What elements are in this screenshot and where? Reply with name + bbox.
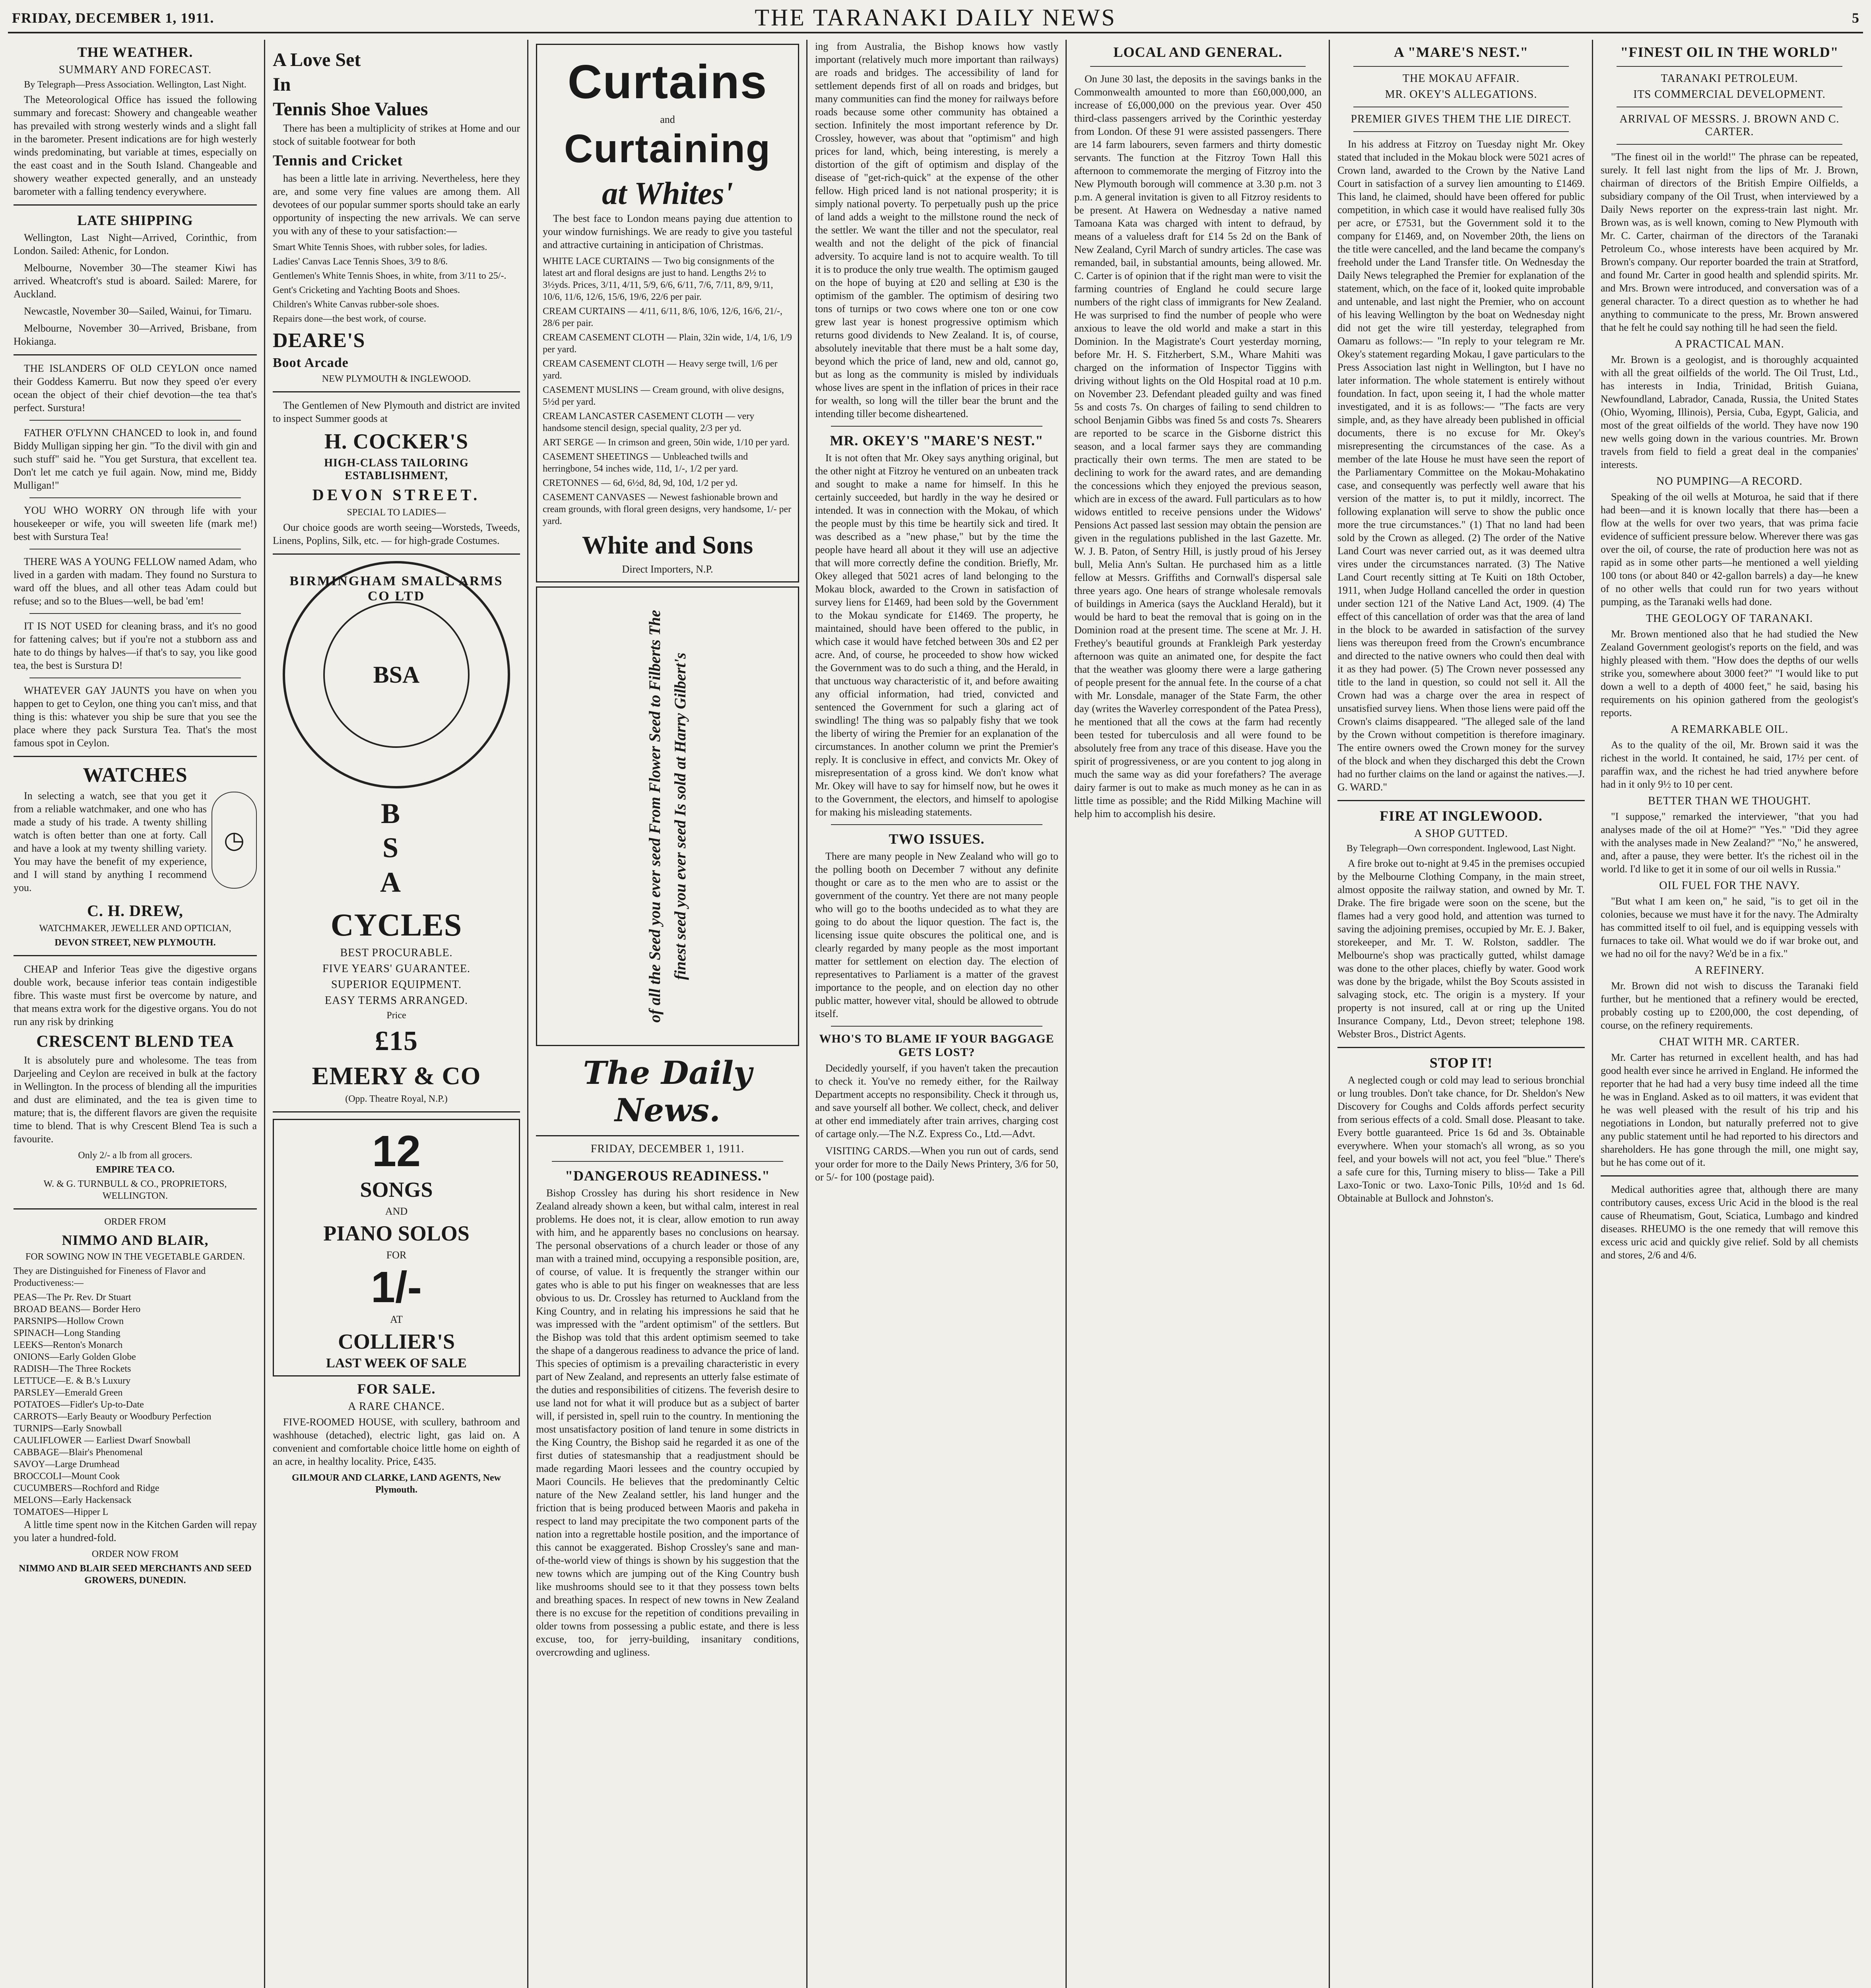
- divider: [1337, 1047, 1585, 1048]
- list-item: PARSLEY—Emerald Green: [14, 1388, 123, 1398]
- repairs-note: Repairs done—the best work, of course.: [273, 314, 426, 324]
- section-heading: A REFINERY.: [1694, 964, 1764, 977]
- divider: [1353, 66, 1569, 67]
- stop-it-heading: STOP IT!: [1429, 1055, 1493, 1071]
- list-item: TURNIPS—Early Snowball: [14, 1423, 122, 1434]
- bsa-line: FIVE YEARS' GUARANTEE.: [322, 963, 471, 975]
- column-7: [1595, 40, 1864, 1988]
- seeds-sowing: FOR SOWING NOW IN THE VEGETABLE GARDEN.: [25, 1252, 245, 1262]
- oil-sub: ITS COMMERCIAL DEVELOPMENT.: [1633, 88, 1826, 101]
- editorial-masthead: The Daily News.: [583, 1054, 752, 1129]
- list-item: Children's White Canvas rubber-sole shoes.: [273, 299, 439, 310]
- bsa-letter: S: [382, 832, 411, 864]
- shipping-item: Wellington, Last Night—Arrived, Corinthic, from London. Sailed: Athenic, for London.: [14, 232, 257, 256]
- divider: [1090, 66, 1306, 67]
- seeds-list: [14, 1291, 257, 1518]
- section-body: Mr. Brown is a geologist, and is thoroughly acquainted with all the great oilfields of the world. The Oil Trust, Ltd., has interests in India, Trinidad, British Guiana, Newfoundland, Labrador, Canada, Russia, the United States (Ohio, Wyoming, Illinois), Persia, Cuba, Egypt, Galicia, and most of the great oilfields of the world. They have now 190 new wells going down in the various countries. Mr. Brown travels from field to field a great deal in the companies' interests.: [1601, 354, 1858, 470]
- baggage-heading: WHO'S TO BLAME IF YOUR BAGGAGE GETS LOST?: [819, 1032, 1054, 1059]
- mares-nest-sub: MR. OKEY'S ALLEGATIONS.: [1385, 88, 1537, 101]
- two-issues-heading: TWO ISSUES.: [889, 831, 985, 847]
- bsa-line: EASY TERMS ARRANGED.: [325, 994, 468, 1007]
- tea-ad: IT IS NOT USED for cleaning brass, and it's no good for fattening calves; but if you're not a stubborn ass and hate to do things by halves—if that's to say, you like good tea, the best is Surstura D!: [14, 620, 257, 671]
- bsa-line: BEST PROCURABLE.: [340, 947, 453, 959]
- tea-ad: WHATEVER GAY JAUNTS you have on when you happen to get to Ceylon, one thing you can't miss, and that thing is this: whatever you ship be sure that you see the place where they pack Surstura Tea. That's the most famous spot in Ceylon.: [14, 685, 257, 749]
- cocker-body: Our choice goods are worth seeing—Worsteds, Tweeds, Linens, Poplins, Silk, etc. — for high-grade Costumes.: [273, 522, 520, 546]
- divider: [1353, 131, 1569, 132]
- seeds-address: NIMMO AND BLAIR SEED MERCHANTS AND SEED GROWERS, DUNEDIN.: [19, 1563, 252, 1586]
- cocker-name: H. COCKER'S: [324, 429, 469, 453]
- section-body: As to the quality of the oil, Mr. Brown said it was the richest in the world. It contained, he said, 17½ per cent. of paraffin wax, and the richest he had tried anywhere before had in it only 9½ to 10 per cent.: [1601, 739, 1858, 790]
- section-heading: CHAT WITH MR. CARTER.: [1659, 1036, 1800, 1048]
- tea-ad: THE ISLANDERS OF OLD CEYLON once named their Goddess Kamerru. But now they speed o'er every ocean the object of their chief devotion—the tea that's perfect. Surstura!: [14, 363, 257, 414]
- newspaper-title: THE TARANAKI DAILY NEWS: [755, 4, 1116, 31]
- section-body: "I suppose," remarked the interviewer, "that you had analyses made of the oil at Home?" "Yes." "Did they agree with the analyses made in New Zealand?" "No," he answered, and, after a pause, they were better. It's the richest oil in the world. I'd like to get it in some of our oil wells in Russia.": [1601, 811, 1858, 875]
- weather-body: The Meteorological Office has issued the following summary and forecast: Showery and changeable weather has prevailed with strong westerly winds and a slight fall in the barometer. Present indications are for high westerly winds predominating, but variable at times, especially on the east coast and in the South Island. Changeable and showery weather expected generally, and an unsteady barometer with a falling tendency everywhere.: [14, 94, 257, 197]
- curtain-item: ART SERGE — In crimson and green, 50in wide, 1/10 per yard.: [543, 437, 790, 448]
- divider: [1601, 1175, 1858, 1176]
- watches-heading: WATCHES: [83, 764, 188, 786]
- column-3: [530, 40, 805, 1988]
- divider: [1617, 66, 1842, 67]
- songs-number: 12: [372, 1127, 421, 1176]
- for-sale-agents: GILMOUR AND CLARKE, LAND AGENTS, New Plymouth.: [291, 1473, 501, 1495]
- emery-firm: EMERY & CO: [312, 1062, 481, 1090]
- whites-firm-sub: Direct Importers, N.P.: [622, 563, 713, 575]
- curtains-body: The best face to London means paying due attention to your window furnishings. We are ready to give you tasteful and attractive curtaining in anticipation of Christmas.: [543, 213, 792, 250]
- oil-sub: ARRIVAL OF MESSRS. J. BROWN AND C. CARTER.: [1619, 113, 1840, 138]
- love-set-body: There has been a multiplicity of strikes at Home and our stock of suitable footwear for both: [273, 122, 520, 147]
- oil-body: "The finest oil in the world!" The phrase can be repeated, surely. It fell last night from the lips of Mr. J. Brown, chairman of directors of the British Empire Oilfields, a subsidiary company of the Oil Trust, when interviewed by a Daily News reporter on the express-train last night. Mr. Brown was, as is well known, coming to New Plymouth with Mr. C. Carter, chairman of the directors of the Taranaki Petroleum Co., whose interests have been acquired by Mr. Brown's company. Our reporter boarded the train at Stratford, and found Mr. Carter in good health and splendid spirits. Mr. and Mrs. Brown were introduced, and conversation was of a general character. To a direct question as to whether he had anything to communicate to the press, Mr. Brown answered that he felt he could say nothing till he had seen the field.: [1601, 151, 1858, 333]
- for-sale-sub: A RARE CHANCE.: [348, 1400, 445, 1413]
- divider: [552, 1161, 783, 1162]
- list-item: POTATOES—Fidler's Up-to-Date: [14, 1400, 144, 1410]
- bsa-letter: B: [380, 798, 412, 829]
- list-item: CARROTS—Early Beauty or Woodbury Perfection: [14, 1411, 212, 1422]
- section-heading: THE GEOLOGY OF TARANAKI.: [1646, 612, 1813, 625]
- divider: [831, 426, 1042, 427]
- collier-sale: LAST WEEK OF SALE: [326, 1356, 467, 1371]
- curtains-title: Curtains: [567, 55, 768, 109]
- deares-subtitle: Boot Arcade: [273, 355, 349, 370]
- section-heading: A PRACTICAL MAN.: [1675, 338, 1784, 350]
- divider: [14, 204, 257, 206]
- issue-date: FRIDAY, DECEMBER 1, 1911.: [12, 10, 214, 26]
- whites-firm: White and Sons: [582, 531, 753, 559]
- shipping-item: Melbourne, November 30—The steamer Kiwi has arrived. Wheatcroft's stud is aboard. Sailed: Marere, for Auckland.: [14, 262, 257, 300]
- section-body: Mr. Carter has returned in excellent health, and has had good health ever since he arrived in England. He informed the reporter that he had had a very busy time indeed all the time he was in England. Asked as to oil matters, it was evident that he was well pleased with the result of his trip and his negotiations in London, but naturally preferred not to give any public statement until he had reported to his directors and shareholders. He has gone through the mill, one might say, but he has come out of it.: [1601, 1052, 1858, 1168]
- column-5: [1069, 40, 1327, 1988]
- divider: [14, 756, 257, 757]
- list-item: Gentlemen's White Tennis Shoes, in white, from 3/11 to 25/-.: [273, 271, 507, 281]
- divider: [14, 955, 257, 956]
- fire-heading: FIRE AT INGLEWOOD.: [1380, 808, 1543, 824]
- tea-ad: FATHER O'FLYNN CHANCED to look in, and found Biddy Mulligan sipping her gin. "To the divil with gin and such stuff" said he. "You get Surstura, that excellent tea. Don't let me catch ye fuil again. Now, mind me, Biddy Mulligan!": [14, 427, 257, 491]
- divider: [831, 824, 1042, 825]
- cocker-intro: The Gentlemen of New Plymouth and district are invited to inspect Summer goods at: [273, 400, 520, 424]
- editorial-heading: "DANGEROUS READINESS.": [565, 1168, 771, 1184]
- divider: [273, 391, 520, 392]
- tennis-body: has been a little late in arriving. Nevertheless, here they are, and some very fine values are among them. All devotees of our popular summer sports should take an early opportunity of inspecting the new arrivals. We can serve you with any of these to your satisfaction:—: [273, 173, 520, 237]
- tea-owners: W. & G. TURNBULL & CO., PROPRIETORS, WELLINGTON.: [43, 1179, 227, 1201]
- divider: [1617, 144, 1842, 145]
- weather-heading: THE WEATHER.: [77, 44, 193, 60]
- section-body: Speaking of the oil wells at Moturoa, he said that if there had been—and it is known locally that there has—been a flow at the wells for over two years, that was prima facie evidence of sufficient pressure below. Wherever there was gas over the oil, of course, the rate of production here was not as rapid as in some other parts—he mentioned a well yielding 100 tons (or about 840 or 42-gallon barrels) a day—he knew of no other wells that could run for two years without pumping, as the Taranaki wells had done.: [1601, 491, 1858, 608]
- for-sale-heading: FOR SALE.: [357, 1381, 436, 1397]
- weather-subheading: SUMMARY AND FORECAST.: [58, 64, 212, 76]
- cocker-subtitle: HIGH-CLASS TAILORING ESTABLISHMENT,: [324, 457, 469, 482]
- two-issues-body: There are many people in New Zealand who will go to the polling booth on December 7 without any definite thought or care as to the men who are to assist or the government of the country. Yet there are not many people who will go to the booths undecided as to what they are going to do about the liquor question. The fact is, the licensing issue quite obscures the political one, and is clearly regarded by many people as the most important matter for settlement on election day. The election of representatives to Parliament is a matter of the gravest importance to the people, and on election day no other public matter, however vital, should be allowed to obtrude itself.: [815, 850, 1058, 1019]
- local-general-body: On June 30 last, the deposits in the savings banks in the Commonwealth amounted to more than £60,000,000, an increase of £6,000,000 on the previous year. Over 450 third-class passengers arrived by the Corinthic yesterday from London. Of these 91 were assisted passengers. There are 14 farm labourers, seven farmers and thirty domestic servants. The function at the Fitzroy Town Hall this afternoon to commemorate the merging of Fitzroy into the New Plymouth borough will commence at 3.30 p.m. not 3 p.m. A general invitation is given to all Fitzroy residents to be present. At Hawera on Wednesday a native named Tamoana Kata was charged with intent to defraud, by means of a valueless draft for £14 5s 2d on the Bank of New Zealand, Cyril March of sundry articles. The case was remanded, bail, in substantial amounts, being allowed. Mr. C. Carter is of opinion that if the right man were to visit the farming countries of England he could secure large numbers of the right class of immigrants for New Zealand. He was surprised to find the number of people who were anxious to leave the old world and make a start in this Dominion. In the Magistrate's Court yesterday morning, before Mr. H. S. Fitzherbert, S.M., Whare Mahiti was charged on the information of Inspector Tiggins with driving without lights on the Old Hospital road at 10 p.m. on November 23. Defendant pleaded guilty and was fined 5s and costs 7s. On charges of failing to send children to school Benjamin Gibbs was fined 5s and costs 7s. Shearers are reported to be scarce in the Gisborne district this season, and a local farmer says they are commanding practically their own terms. The men are stated to be declining to work for the award rates, and are demanding the concessions which they enjoyed the previous season, which are in excess of the award. Full particulars as to how widows entitled to receive pensions under the Widows' Pensions Act passed last session may obtain the pension are given in the regulations published in the last Gazette. Mr. W. J. B. Paton, of Sentry Hill, is justly proud of his Jersey bull, Melia Ann's Sultan. He purchased him as a little fellow at Messrs. Griffiths and Cornwall's dispersal sale three years ago. One hears of strange wholesale removals of buildings in America (says the Auckland Herald), but it would be hard to beat the removal that is going on in the Dominion road at the present time. The scene at Mr. J. H. Frethey's beautiful grounds at Frankleigh Park yesterday afternoon was quite an animated one, for despite the fact that the weather was gloomy there were a large gathering of people present for the annual fete. In the course of a chat with Mr. Lonsdale, manager of the State Farm, the other day (writes the Waverley correspondent of the Patea Press), he mentioned that all the cows at the farm had recently been tested for tuberculosis and all were found to be absolutely free from any trace of this disease. Have you the spirit of progressiveness, or are you content to jog along in much the same way as did your forefathers? The average dairy farmer is out to make as much money as he can in as little time as possible; and the Ridd Milking Machine will help him to accomplish his desire.: [1074, 73, 1322, 819]
- divider: [29, 497, 241, 498]
- list-item: Ladies' Canvas Lace Tennis Shoes, 3/9 to 8/6.: [273, 256, 448, 267]
- editorial-date: FRIDAY, DECEMBER 1, 1911.: [590, 1143, 745, 1155]
- list-item: TOMATOES—Hipper L: [14, 1507, 109, 1517]
- watchmaker-name: C. H. DREW,: [87, 902, 183, 920]
- curtain-item: CREAM CASEMENT CLOTH — Plain, 32in wide, 1/4, 1/6, 1/9 per yard.: [543, 332, 792, 355]
- shipping-heading: LATE SHIPPING: [77, 212, 193, 228]
- divider: [273, 1111, 520, 1112]
- love-set-line: A Love Set: [273, 49, 361, 70]
- songs-at: AT: [390, 1314, 403, 1326]
- songs-line: AND: [385, 1206, 408, 1217]
- list-item: SPINACH—Long Standing: [14, 1328, 120, 1338]
- list-item: Smart White Tennis Shoes, with rubber soles, for ladies.: [273, 242, 487, 252]
- emery-address: (Opp. Theatre Royal, N.P.): [345, 1094, 448, 1105]
- masthead: [8, 4, 1863, 33]
- page-number: 5: [1852, 10, 1859, 26]
- curtain-item: CASEMENT SHEETINGS — Unbleached twills and herringbone, 54 inches wide, 11d, 1/-, 1/2 per yard.: [543, 452, 748, 474]
- songs-line: PIANO SOLOS: [323, 1221, 470, 1246]
- list-item: BROAD BEANS— Border Hero: [14, 1304, 141, 1314]
- pocket-watch-icon: ◷: [212, 792, 257, 889]
- shipping-item: Melbourne, November 30—Arrived, Brisbane, from Hokianga.: [14, 322, 257, 347]
- list-item: PARSNIPS—Hollow Crown: [14, 1316, 124, 1326]
- list-item: RADISH—The Three Rockets: [14, 1364, 131, 1374]
- tea-ad: YOU WHO WORRY ON through life with your housekeeper or wife, you will sweeten life (mark me!) best with Surstura Tea!: [14, 505, 257, 542]
- section-heading: NO PUMPING—A RECORD.: [1656, 475, 1803, 487]
- seal-center-text: BSA: [323, 602, 470, 748]
- list-item: LEEKS—Renton's Monarch: [14, 1340, 123, 1350]
- collier-ad: [273, 1119, 520, 1376]
- bsa-line: SUPERIOR EQUIPMENT.: [331, 978, 462, 991]
- seeds-footer: A little time spent now in the Kitchen Garden will repay you later a hundred-fold.: [14, 1519, 257, 1543]
- baggage-body: Decidedly yourself, if you haven't taken the precaution to check it. You've no remedy either, for the Railway Department accepts no responsibility. Check it through us, and save yourself all bother. We collect, check, and deliver at other end immediately after train arrives, charging cost of cartage only.—The N.Z. Express Co., Ltd.—Advt.: [815, 1062, 1058, 1140]
- column-rule: [527, 40, 528, 1988]
- cocker-street: DEVON STREET.: [312, 486, 481, 504]
- list-item: PEAS—The Pr. Rev. Dr Stuart: [14, 1292, 131, 1303]
- tea-body: It is absolutely pure and wholesome. The teas from Darjeeling and Ceylon are received in bulk at the factory in Wellington. In the process of blending all the impurities and dust are eliminated, and the tea is given time to mature; that is, the different flavors are given the requisite time to blend. That is why Crescent Blend Tea is such a favourite.: [14, 1054, 257, 1145]
- love-set-title: [273, 48, 520, 122]
- curtain-item: WHITE LACE CURTAINS — Two big consignments of the latest art and floral designs are just to hand. Lengths 2½ to 3½yds. Prices, 3/11, 4/11, 5/9, 6/6, 6/11, 7/6, 7/11, 8/9, 9/11, 10/6, 11/6, 12/6, 15/6, 19/6, 22/6 per pair.: [543, 256, 774, 302]
- okey-heading: MR. OKEY'S "MARE'S NEST.": [830, 433, 1044, 448]
- divider: [1337, 800, 1585, 801]
- list-item: CABBAGE—Blair's Phenomenal: [14, 1447, 143, 1458]
- watchmaker-address: DEVON STREET, NEW PLYMOUTH.: [54, 938, 216, 948]
- shipping-item: Newcastle, November 30—Sailed, Wainui, for Timaru.: [24, 305, 252, 317]
- divider: [273, 553, 520, 555]
- divider: [29, 420, 241, 421]
- seeds-intro: They are Distinguished for Fineness of Flavor and Productiveness:—: [14, 1266, 206, 1288]
- column-4: [809, 40, 1064, 1988]
- column-rule: [1329, 40, 1330, 1988]
- section-body: Mr. Brown did not wish to discuss the Taranaki field further, but he mentioned that a refinery would be erected, probably costing up to £200,000, the cost depending, of course, on the refinery requirements.: [1601, 980, 1858, 1031]
- tea-brand: CRESCENT BLEND TEA: [36, 1033, 234, 1051]
- column-rule: [264, 40, 265, 1988]
- divider: [29, 613, 241, 614]
- songs-for: FOR: [386, 1249, 407, 1261]
- section-heading: A REMARKABLE OIL.: [1670, 723, 1789, 736]
- section-body: "But what I am keen on," he said, "is to get oil in the colonies, because we must have it for the navy. The Admiralty has committed itself to oil fuel, and is equipping vessels with furnaces to take oil. What would we do if war broke out, and we had no oil for the navy? We'd be in a fix.": [1601, 895, 1858, 959]
- local-general-heading: LOCAL AND GENERAL.: [1113, 44, 1283, 60]
- column-rule: [1592, 40, 1593, 1988]
- list-item: CUCUMBERS—Rochford and Ridge: [14, 1483, 159, 1493]
- mares-nest-sub: PREMIER GIVES THEM THE LIE DIRECT.: [1351, 113, 1572, 125]
- section-heading: BETTER THAN WE THOUGHT.: [1648, 795, 1811, 807]
- bsa-letter: A: [380, 866, 413, 898]
- whites-curtains-ad: [536, 44, 799, 582]
- bsa-letters: [273, 796, 520, 899]
- column-1: [8, 40, 262, 1988]
- list-item: MELONS—Early Hackensack: [14, 1495, 132, 1505]
- mares-nest-body: In his address at Fitzroy on Tuesday night Mr. Okey stated that included in the Mokau block were 5021 acres of Crown land, awarded to the Crown by the Native Land Court in satisfaction of a survey lien amounting to £1469. This land, he claimed, should have been offered for public competition, in which case it would have realised fully 30s per acre, or £7531, but the Government sold it to the company for £1469, and, on November 20th, the liens on the title were cancelled, and the land became the company's freehold under the Land Transfer title. On Wednesday the Daily News telegraphed the Premier for explanation of the statement, which, on the face of it, looked quite improbable and untenable, and last night the Premier, who on account of his leaving Wellington by the boat on Wednesday night did not get the wire till yesterday, telegraphed from Oamaru as follows:— "In reply to your telegram re Mr. Okey's statement regarding Mokau, I gave particulars to the Press Association last night in Wellington, but I have no later information. The whole statement is entirely without foundation. In fact, upon seeing it, I had the whole matter investigated, and it is as follows:— "The facts are very simple, and, as they have already been published in official documents, there is no excuse for Mr. Okey's misrepresenting the circumstances of the case. As a member of the late House he must have seen the report of the Parliamentary Committee on the Mokau-Mohakatino case, and consequently was perfectly well aware that his version of the matter is, to put it mildly, incorrect. The following explanation will serve to show the public once more the true circumstances." (1) That no land had been sold by the Crown as alleged. (2) The order of the Native Land Court was never carried out, as it was deemed ultra vires under the circumstances narrated. (3) The Native Land Court recently sitting at Te Kuiti on 18th October, 1911, when Judge Holland cancelled the order in question under section 121 of the Native Land Act, 1909. (4) The effect of this cancellation of order was that the area of land in the block to be awarded in satisfaction of the survey liens was thereupon freed from the Crown's encumbrance and directed to the native owners who could then deal with it as they had power. (5) The Crown never possessed any title to the land in question, so could not sell it. All the Crown had was a charge over the area in respect of unsatisfied survey liens. When those liens were paid off the Crown's claims disappeared. "The alleged sale of the land by the Crown without competition is therefore imaginary. The entire owners owed the Crown money for the survey of the block and when they discharged this debt the Crown had no further claims on the land or against the natives.—J. G. WARD.": [1337, 138, 1585, 793]
- curtains-at-whites: at Whites': [602, 176, 733, 211]
- rheumo-ad: Medical authorities agree that, although there are many contributory causes, excess Uric Acid in the blood is the real cause of Rheumatism, Gout, Sciatica, Lumbago and kindred diseases. RHEUMO is the one remedy that will remove this excess uric acid and quickly give relief. Sold by all chemists and stores, 2/6 and 4/6.: [1601, 1184, 1858, 1261]
- collier-shop: COLLIER'S: [338, 1330, 455, 1354]
- love-set-line: Tennis Shoe Values: [273, 99, 428, 120]
- curtain-item: CREAM LANCASTER CASEMENT CLOTH — very handsome stencil design, special quality, 2/3 per yd.: [543, 411, 755, 433]
- seal-ring-text: BIRMINGHAM SMALL ARMS CO LTD: [289, 574, 503, 604]
- songs-line: SONGS: [360, 1178, 433, 1202]
- tea-intro: CHEAP and Inferior Teas give the digestive organs double work, because inferior teas contain indigestible fibre. This waste must first be overcome by nature, and that means extra work for the digestive organs. You do not run any risk by drinking: [14, 963, 257, 1027]
- gilbert-seed-ad: [536, 586, 799, 1046]
- visiting-cards: VISITING CARDS.—When you run out of cards, send your order for more to the Daily News Printery, 3/6 for 50, or 5/- for 100 (postage paid).: [815, 1145, 1058, 1183]
- curtain-item: CASEMENT CANVASES — Newest fashionable brown and cream grounds, with floral green designs, very handsome, 1/- per yard.: [543, 492, 792, 526]
- section-body: Mr. Brown mentioned also that he had studied the New Zealand Government geologist's reports on the field, and was highly pleased with them. "How does the depths of our wells strike you, somewhere about 3000 feet?" "I would like to put down a well to a depth of 4000 feet," he said, basing his requirements on his opinion gathered from the geologist's reports.: [1601, 628, 1858, 718]
- curtaining-title: Curtaining: [564, 126, 771, 171]
- curtain-item: CREAM CASEMENT CLOTH — Heavy serge twill, 1/6 per yard.: [543, 359, 778, 381]
- tennis-heading: Tennis and Cricket: [273, 152, 403, 169]
- weather-byline: By Telegraph—Press Association. Wellington, Last Night.: [24, 80, 246, 90]
- bsa-product: CYCLES: [330, 908, 462, 943]
- curtain-item: CREAM CURTAINS — 4/11, 6/11, 8/6, 10/6, 12/6, 16/6, 21/-, 28/6 per pair.: [543, 306, 782, 328]
- column-rule: [1066, 40, 1067, 1988]
- editorial-body: Bishop Crossley has during his short residence in New Zealand already shown a keen, but withal calm, interest in real problems. He does not, it is clear, allow emotion to run away with him, and he apparently bases no conclusions on hearsay. The personal observations of a church leader or those of any man with a trained mind, occupying a responsible position, are, of course, of value. It is frequently the stranger within our gates who is able to put his finger on weaknesses that are less obvious to us. Dr. Crossley has returned to Auckland from the King Country, and in relating his impressions he said that he was impressed with the "ardent optimism" of the settlers. But the Bishop was told that this ardent optimism seemed to take the shape of a dangerous readiness to advance the price of land. This species of optimism is a prevailing characteristic in every part of New Zealand, and represents an utterly false estimate of the duties and responsibilities of citizens. The feverish desire to use land not for what it will produce but as a subject of barter will, if persisted in, spell ruin to the country. In mentioning the most unsatisfactory position of land tenure in some districts in the King Country, the Bishop said he regarded it as one of the first duties of statesmanship that a readjustment should be made regarding Maori lessees and the country occupied by Maori Councils. He believes that the predominantly Celtic nature of the New Zealand settler, his land hunger and the friction that is being produced between Maoris and pakeha in respect to land may precipitate the two component parts of the nation into a regrettable hostile position, and the importance of this cannot be exaggerated. Bishop Crossley's sane and man-of-the-world view of things is shown by his suggestion that the new towns which are jumping out of the King Country bush like mushrooms should see to it that they possess town belts and breathing spaces. In respect of new towns in New Zealand there is no excuse for the repetition of conditions prevailing in older towns from possessing a public estate, and there is less excuse, too, for jerry-building, insanitary conditions, overcrowding and ugliness.: [536, 1187, 799, 1658]
- divider: [14, 354, 257, 355]
- bsa-seal-logo: [283, 561, 510, 788]
- list-item: SAVOY—Large Drumhead: [14, 1459, 120, 1470]
- column-2: [267, 40, 526, 1988]
- editorial-continuation: ing from Australia, the Bishop knows how vastly important (relatively much more important than railways) are roads and bridges. The accessibility of land for settlement depends first of all on roads and bridges, but many communities can find the money for railways before roads because some other community has obtained a section. Infinitely the most important reference by Dr. Crossley, however, was about that "optimism" and high prices for land, which, being interesting, is merely a distortion of the gift of optimism and display of the disease of "get-rich-quick" at the expense of the other fellow. High priced land is not national prosperity; it is simply national poverty. To perpetually push up the price of land adds a weight to the millstone round the neck of the settler. We want the tiller and not the speculator, real wealth and not the delight of the pick of financial adversity. To acquire land is not to acquire wealth. To till it is to produce the only true wealth. The optimism gauged on the hope of buying at £20 and selling at £30 is the optimism of the gambler. The optimism of desiring two tons of turnips or two cows where one ton or one cow grew last year is honest progressive optimism which returns good dividends to New Zealand. It is, of course, absolutely inevitable that there must be a halt some day, beyond which the price of land, new and old, cannot go, but as long as the community is misled by individuals whose lives are spent in the inflation of prices in their race for wealth, so long will the tiller bear the brunt and the intending tiller become disheartened.: [815, 41, 1058, 419]
- deares-location: NEW PLYMOUTH & INGLEWOOD.: [322, 374, 471, 384]
- watches-body: In selecting a watch, see that you get it from a reliable watchmaker, and one who has made a study of his trade. A twenty shilling watch is often better than one at forty. Call and have a look at my twenty shilling variety. You may have the benefit of my experience, and I will stand by anything I recommend you.: [14, 790, 207, 893]
- curtain-item: CASEMENT MUSLINS — Cream ground, with olive designs, 5½d per yard.: [543, 385, 784, 407]
- cocker-special: SPECIAL TO LADIES—: [347, 507, 446, 518]
- list-item: CAULIFLOWER — Earliest Dwarf Snowball: [14, 1435, 191, 1446]
- column-6: [1332, 40, 1590, 1988]
- divider: [14, 1208, 257, 1209]
- curtain-item: CRETONNES — 6d, 6½d, 8d, 9d, 10d, 1/2 per yd.: [543, 478, 738, 488]
- tea-company: EMPIRE TEA CO.: [96, 1165, 175, 1175]
- column-rule: [806, 40, 807, 1988]
- mares-nest-sub: THE MOKAU AFFAIR.: [1402, 72, 1520, 85]
- fire-byline: By Telegraph—Own correspondent. Inglewood, Last Night.: [1346, 843, 1576, 854]
- for-sale-body: FIVE-ROOMED HOUSE, with scullery, bathroom and washhouse (detached), electric light, gas laid on. A convenient and comfortable choice little home on eighth of an acre, in healthy locality. Price, £435.: [273, 1416, 520, 1468]
- oil-heading: "FINEST OIL IN THE WORLD": [1620, 44, 1839, 60]
- bsa-price-label: Price: [386, 1010, 406, 1021]
- love-set-line: In: [273, 74, 291, 95]
- seeds-firm: NIMMO AND BLAIR,: [62, 1232, 209, 1248]
- watchmaker-trade: WATCHMAKER, JEWELLER AND OPTICIAN,: [39, 923, 231, 934]
- fire-sub: A SHOP GUTTED.: [1414, 827, 1508, 840]
- list-item: ONIONS—Early Golden Globe: [14, 1352, 136, 1362]
- tea-ad: THERE WAS A YOUNG FELLOW named Adam, who lived in a garden with madam. They found no Surstura to ward off the blues, and all other teas Adam could but refuse; and so to the Blues—well, be bad 'em!: [14, 556, 257, 607]
- fire-body: A fire broke out to-night at 9.45 in the premises occupied by the Melbourne Clothing Company, in the main street, almost opposite the railway station, and owned by Mr. T. Drake. The fire brigade were soon on the scene, but the flames had a very good hold, and attention was turned to saving the adjoining premises, occupied by Mr. E. J. Baker, storekeeper, and Mr. T. W. Rolston, saddler. The Melbourne's shop was practically gutted, whilst damage was done to the other places, chiefly by water. Good work was done by the brigade, whilst the Boy Scouts assisted in salvaging stock, etc. The origin is a mystery. If your property is not insured, call at or ring up the United Insurance Company, Ltd., Devon street; telephone 198. Webster Bros., District Agents.: [1337, 858, 1585, 1040]
- seeds-order-label: ORDER FROM: [104, 1217, 166, 1227]
- list-item: BROCCOLI—Mount Cook: [14, 1471, 120, 1481]
- deares-firm: DEARE'S: [273, 329, 365, 352]
- mares-nest-heading: A "MARE'S NEST.": [1394, 44, 1529, 60]
- divider: [831, 1026, 1042, 1027]
- stop-it-body: A neglected cough or cold may lead to serious bronchial or lung troubles. Don't take chance, for Dr. Sheldon's New Discovery for Coughs and Colds affords perfect security from serious effects of a cold. Small dose. Pleasant to take. Every bottle guaranteed. Price 1s 6d and 3s. Obtainable everywhere. When your stomach's all wrong, as so you feel, and your bowels will not act, you feel "blue." There's a safe cure for this, Turning misery to bliss— Take a Pill Laxo-Tonic or two. Laxo-Tonic Pills, 10½d and 1s 6d. Obtainable at Bullock and Johnston's.: [1337, 1074, 1585, 1204]
- seed-ad-text: of all the Seed you ever seed From Flower Seed to Filberts The finest seed you ever seed Is sold at Harry Gilbert's: [646, 610, 689, 1023]
- section-heading: OIL FUEL FOR THE NAVY.: [1659, 879, 1800, 892]
- oil-sub: TARANAKI PETROLEUM.: [1661, 72, 1798, 85]
- bsa-price: £15: [375, 1026, 418, 1057]
- tea-price: Only 2/- a lb from all grocers.: [78, 1150, 192, 1161]
- list-item: Gent's Cricketing and Yachting Boots and Shoes.: [273, 285, 460, 295]
- seeds-order-now: ORDER NOW FROM: [91, 1549, 179, 1559]
- okey-body: It is not often that Mr. Okey says anything original, but the other night at Fitzroy he ventured on an unbeaten track and sought to make a name for himself. In this he certainly succeeded, but hardly in the way he desired or intended. It was in connection with the Mokau, of which the people must by this time be heartily sick and tired. It was described as a "new phase," but by the time the people have heard all about it they will use an adjective that will more correctly define the condition. Briefly, Mr. Okey alleged that 5021 acres of land belonging to the Mokau block, awarded to the Crown in satisfaction of survey liens for £1469, had been sold by the Government to the Mokau syndicate for £1469. The property, he maintained, should have been offered to the public, in which case it would have fetched between 30s and £2 per acre. And, of course, he proceeded to show how wicked the Government was to do such a thing, and the Herald, in that unctuous way characteristic of it, and before awaiting any official information, had tried, convicted and sentenced the Government for such a glaring act of swindling! The thing was so palpably fishy that we took the liberty of wiring the Premier for an explanation of the circumstances. In another column we print the Premier's reply. It is conclusive in effect, and convicts Mr. Okey of misrepresentation of a gross kind. We don't know what Mr. Okey will have to say for himself now, but he owes it to the Government, the electors, and himself to apologise for making his misleading statements.: [815, 452, 1058, 818]
- curtains-and: and: [660, 114, 675, 125]
- list-item: LETTUCE—E. & B.'s Luxury: [14, 1376, 131, 1386]
- divider: [536, 1135, 799, 1136]
- songs-price: 1/-: [371, 1263, 422, 1312]
